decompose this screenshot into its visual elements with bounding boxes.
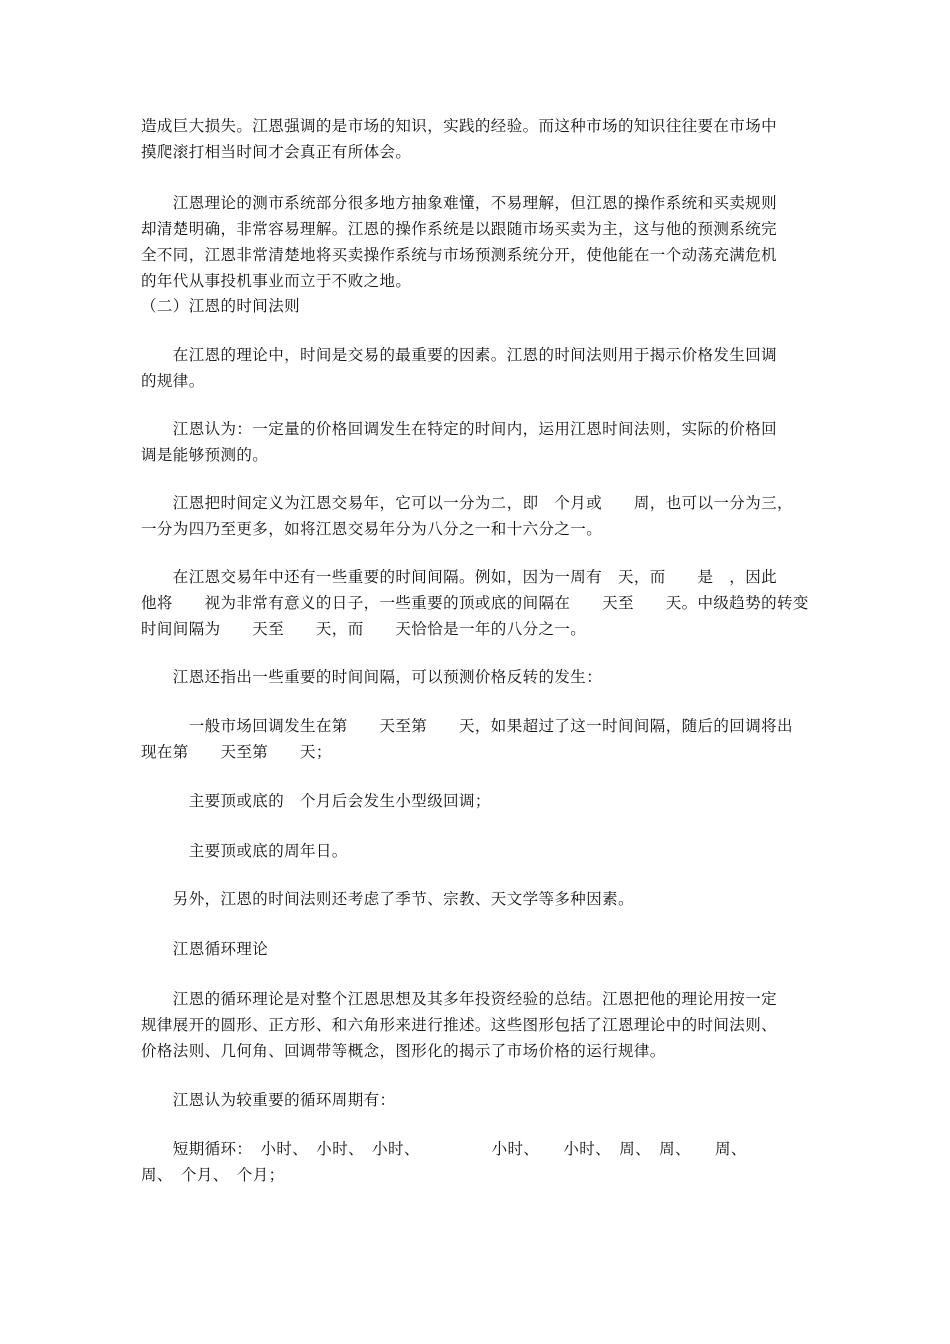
text-line: 却清楚明确，非常容易理解。江恩的操作系统是以跟随市场买卖为主，这与他的预测系统完 [141, 220, 778, 238]
text-line: 江恩认为：一定量的价格回调发生在特定的时间内，运用江恩时间法则，实际的价格回 [141, 420, 778, 438]
text-line: 时间间隔为 天至 天，而 天恰恰是一年的八分之一。 [141, 620, 587, 638]
text-line: 江恩的循环理论是对整个江恩思想及其多年投资经验的总结。江恩把他的理论用按一定 [141, 990, 778, 1008]
text-line: 他将 视为非常有意义的日子，一些重要的顶或底的间隔在 天至 天。中级趋势的转变 [141, 594, 809, 612]
text-line: 另外，江恩的时间法则还考虑了季节、宗教、天文学等多种因素。 [141, 890, 634, 908]
text-line: 周、 个月、 个月； [141, 1166, 285, 1184]
list-item-continued: 现在第 天至第 天； [141, 743, 332, 761]
section-heading: 江恩循环理论 [141, 940, 269, 958]
section-heading: （二）江恩的时间法则 [141, 297, 301, 315]
text-line: 全不同，江恩非常清楚地将买卖操作系统与市场预测系统分开，使他能在一个动荡充满危机 [141, 246, 778, 264]
text-line: 造成巨大损失。江恩强调的是市场的知识，实践的经验。而这种市场的知识往往要在市场中 [141, 117, 778, 135]
text-line: 的年代从事投机事业而立于不败之地。 [141, 272, 412, 290]
text-line: 在江恩的理论中，时间是交易的最重要的因素。江恩的时间法则用于揭示价格发生回调 [141, 346, 778, 364]
text-line: 一分为四乃至更多，如将江恩交易年分为八分之一和十六分之一。 [141, 520, 603, 538]
text-line: 江恩还指出一些重要的时间间隔，可以预测价格反转的发生： [141, 668, 603, 686]
text-line: 调是能够预测的。 [141, 446, 269, 464]
text-line: 摸爬滚打相当时间才会真正有所体会。 [141, 143, 412, 161]
text-line: 江恩把时间定义为江恩交易年，它可以一分为二，即 个月或 周，也可以一分为三， [141, 494, 793, 512]
list-item: 主要顶或底的周年日。 [141, 842, 348, 860]
text-line: 规律展开的圆形、正方形、和六角形来进行推述。这些图形包括了江恩理论中的时间法则、 [141, 1016, 778, 1034]
text-line: 短期循环： 小时、 小时、 小时、 小时、 小时、 周、 周、 周、 [141, 1140, 747, 1158]
text-line: 江恩理论的测市系统部分很多地方抽象难懂，不易理解，但江恩的操作系统和买卖规则 [141, 194, 778, 212]
text-line: 的规律。 [141, 372, 205, 390]
text-line: 江恩认为较重要的循环周期有： [141, 1091, 396, 1109]
text-line: 价格法则、几何角、回调带等概念，图形化的揭示了市场价格的运行规律。 [141, 1042, 666, 1060]
list-item: 主要顶或底的 个月后会发生小型级回调； [141, 792, 491, 810]
list-item: 一般市场回调发生在第 天至第 天，如果超过了这一时间间隔，随后的回调将出 [141, 717, 793, 735]
text-line: 在江恩交易年中还有一些重要的时间间隔。例如，因为一周有 天，而 是 ，因此 [141, 568, 778, 586]
